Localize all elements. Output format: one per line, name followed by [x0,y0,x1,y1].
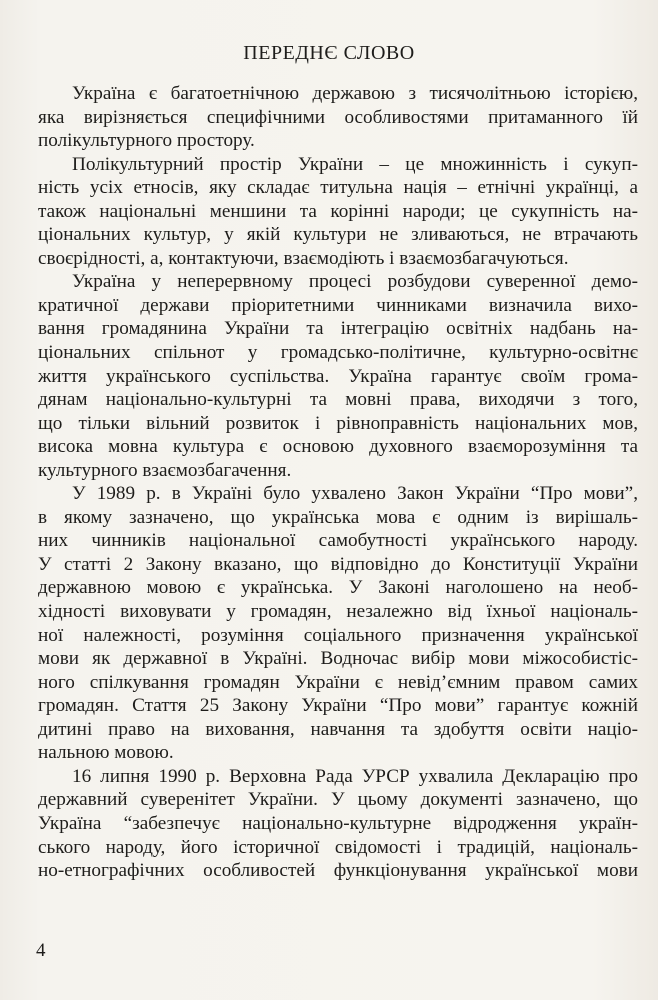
text-line: Україна “забезпечує національно-культурне відродження україн- [38,812,638,834]
page-number: 4 [36,940,46,961]
text-line: ціональних культур, у якій культури не зливаються, не втрачають [38,224,638,246]
body-text [38,82,638,883]
text-line: в якому зазначено, що українська мова є одним із вирішаль- [38,506,638,528]
text-line: що тільки вільний розвиток і рівноправність національних мов, [38,412,638,434]
paragraph-2 [38,153,638,271]
text-line: хідності виховувати у громадян, незалежно від їхньої національ- [38,601,638,623]
text-line: державною мовою є українська. У Законі наголошено на необ- [38,577,638,599]
text-line: Україна у неперервному процесі розбудови суверенної демо- [72,271,638,293]
page-title: ПЕРЕДНЄ СЛОВО [243,42,415,64]
text-line: мови як державної в Україні. Водночас вибір мови міжособистіс- [38,648,638,670]
text-line: культурного взаємозбагачення. [38,459,292,481]
paragraph-4 [38,482,638,765]
paragraph-1 [38,82,638,153]
paragraph-3 [38,270,638,482]
text-line: нальною мовою. [38,742,174,764]
text-line: кратичної держави пріоритетними чинниками визначила вихо- [38,294,638,316]
text-line: також національні меншини та корінні народи; це сукупність на- [38,200,638,222]
text-line: висока мовна культура є основою духовного взаєморозуміння та [38,436,638,458]
text-line: яка вирізняється специфічними особливостями притаманного їй [38,106,638,128]
text-line: дянам національно-культурні та мовні права, виходячи з того, [38,389,638,411]
text-line: державний суверенітет України. У цьому документі зазначено, що [38,789,638,811]
text-line: ського народу, його історичної свідомості і традицій, національ- [38,836,638,858]
text-line: вання громадянина України та інтеграцію освітніх надбань на- [38,318,638,340]
text-line: Полікультурний простір України – це множинність і сукуп- [72,153,638,175]
text-line: громадян. Стаття 25 Закону України “Про мови” гарантує кожній [38,695,638,717]
text-line: Україна є багатоетнічною державою з тисячолітньою історією, [72,83,638,104]
text-line: життя українського суспільства. Україна гарантує своїм грома- [38,365,638,387]
text-line: ність усіх етносів, яку складає титульна нація – етнічні українці, а [38,177,638,199]
text-line: ної належності, розуміння соціального призначення української [38,624,638,646]
paragraph-5 [38,765,638,883]
text-line: своєрідності, а, контактуючи, взаємодіють і взаємозбагачуються. [38,247,569,269]
text-line: дитині право на виховання, навчання та здобуття освіти націо- [38,718,638,740]
text-line: них чинників національної самобутності українського народу. [38,530,638,552]
text-line: У 1989 р. в Україні було ухвалено Закон України “Про мови”, [72,483,638,505]
text-line: У статті 2 Закону вказано, що відповідно до Конституції України [38,553,638,575]
text-line: 16 липня 1990 р. Верховна Рада УРСР ухвалила Декларацію про [72,765,638,787]
text-line: ного спілкування громадян України є невід’ємним правом самих [38,671,638,693]
text-line: полікультурного простору. [38,130,255,152]
text-line: но-етнографічних особливостей функціонування української мови [38,860,638,882]
text-line: ціональних спільнот у громадсько-політичне, культурно-освітнє [38,342,638,364]
